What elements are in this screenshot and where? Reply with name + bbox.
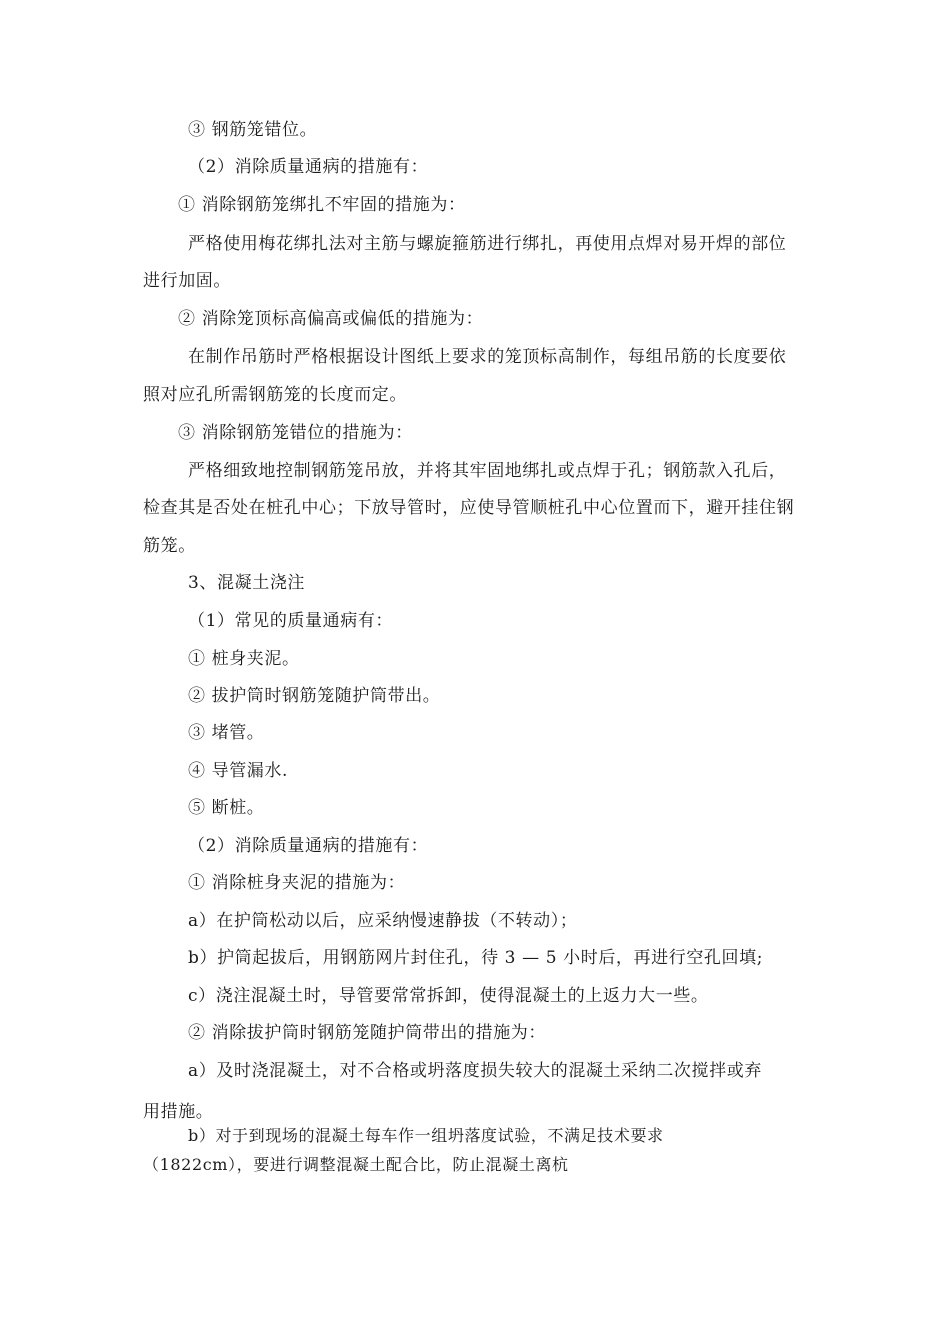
text-line: ② 拔护筒时钢筋笼随护筒带出。 [188, 686, 441, 706]
text-line: ② 消除笼顶标高偏高或偏低的措施为： [178, 309, 484, 329]
text-line: ③ 堵管。 [188, 723, 265, 743]
text-line: 严格使用梅花绑扎法对主筋与螺旋箍筋进行绑扎，再使用点焊对易开焊的部位 [188, 234, 787, 254]
text-line: b）护筒起拔后，用钢筋网片封住孔，待 3 — 5 小时后，再进行空孔回填; [188, 948, 764, 968]
text-line: ② 消除拔护筒时钢筋笼随护筒带出的措施为： [188, 1023, 547, 1043]
text-line: 筋笼。 [143, 536, 196, 556]
text-line: 用措施。 [143, 1102, 214, 1122]
text-line: 进行加固。 [143, 271, 231, 291]
text-line: （2）消除质量通病的措施有： [188, 157, 429, 177]
text-line: （1）常见的质量通病有： [188, 611, 394, 631]
text-line: （1822cm），要进行调整混凝土配合比，防止混凝土离杭 [143, 1155, 569, 1174]
text-line: ① 消除钢筋笼绑扎不牢固的措施为： [178, 195, 466, 215]
section-heading: 3、混凝土浇注 [188, 573, 306, 593]
text-line: ① 桩身夹泥。 [188, 649, 300, 669]
text-line: 在制作吊筋时严格根据设计图纸上要求的笼顶标高制作，每组吊筋的长度要依 [188, 347, 787, 367]
text-line: a）及时浇混凝土，对不合格或坍落度损失较大的混凝土采纳二次搅拌或弃 [188, 1061, 762, 1081]
text-line: ③ 消除钢筋笼错位的措施为： [178, 423, 413, 443]
text-line: ④ 导管漏水. [188, 761, 289, 781]
text-line: ③ 钢筋笼错位。 [188, 120, 318, 140]
text-line: c）浇注混凝土时，导管要常常拆卸，使得混凝土的上返力大一些。 [188, 986, 709, 1006]
text-line: 照对应孔所需钢筋笼的长度而定。 [143, 385, 407, 405]
text-line: a）在护筒松动以后，应采纳慢速静拔（不转动）； [188, 911, 578, 931]
text-line: 严格细致地控制钢筋笼吊放，并将其牢固地绑扎或点焊于孔；钢筋款入孔后， [188, 461, 787, 481]
text-line: （2）消除质量通病的措施有： [188, 836, 429, 856]
text-line: ⑤ 断桩。 [188, 798, 265, 818]
text-line: 检查其是否处在桩孔中心；下放导管时，应使导管顺桩孔中心位置而下，避开挂住钢 [143, 498, 795, 518]
text-line: ① 消除桩身夹泥的措施为： [188, 873, 406, 893]
text-line: b）对于到现场的混凝土每车作一组坍落度试验，不满足技术要求 [188, 1126, 664, 1145]
